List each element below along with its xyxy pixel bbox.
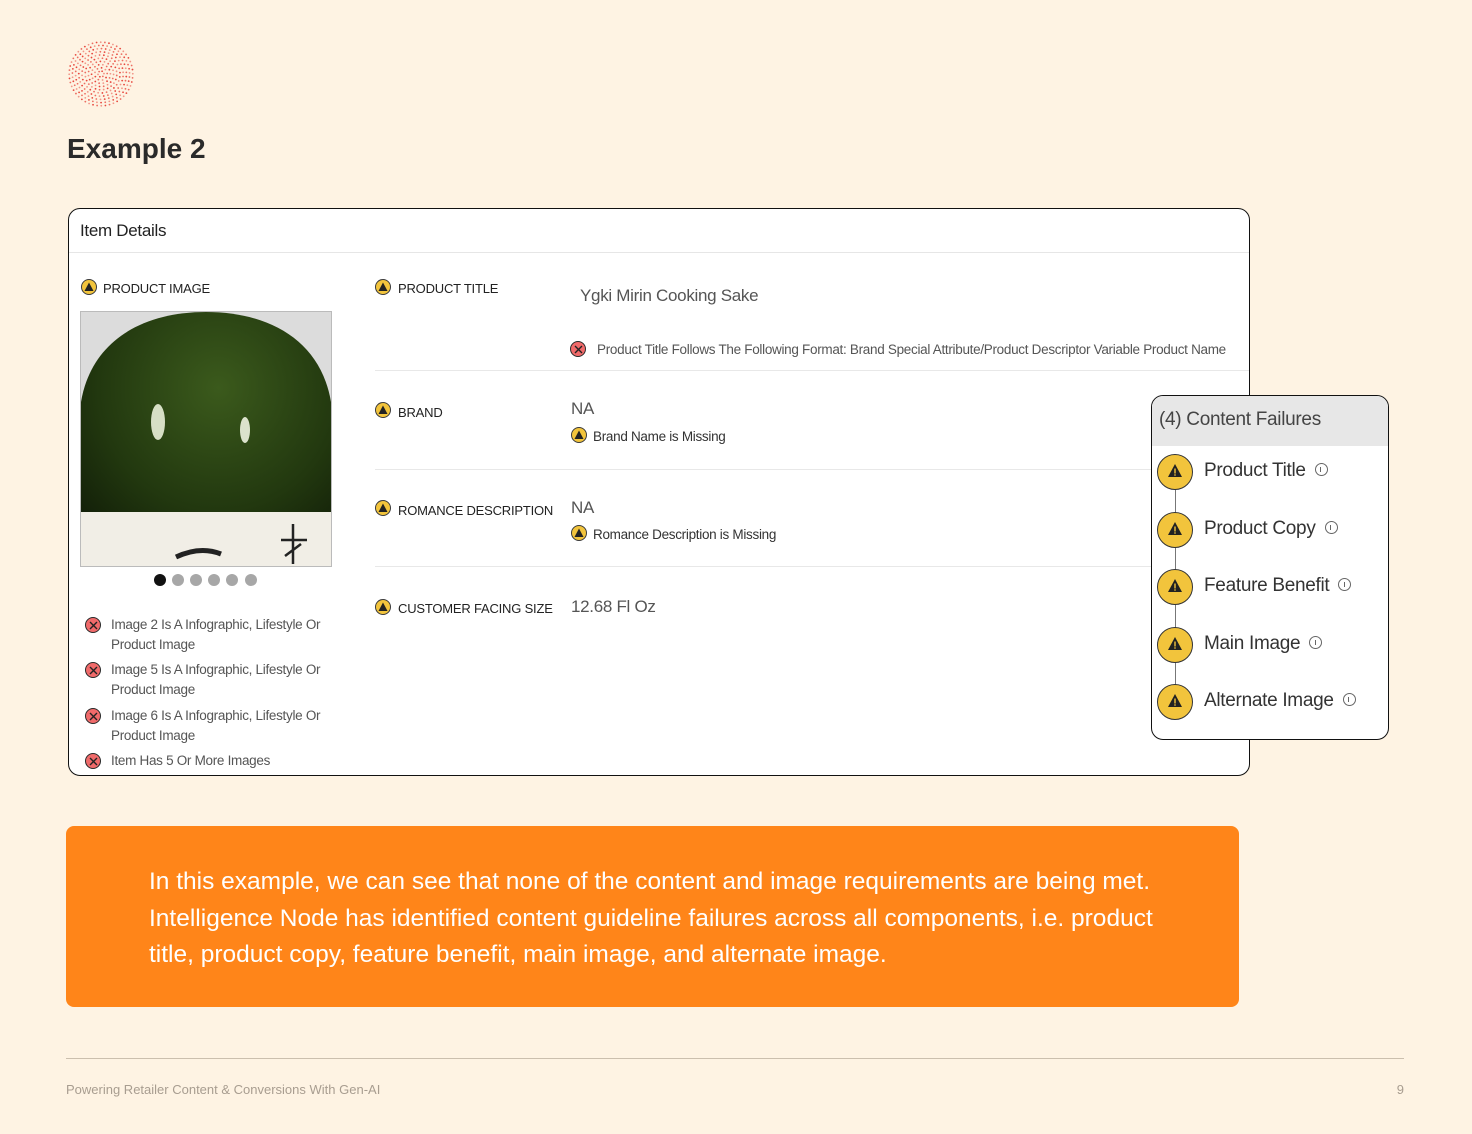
carousel-dot[interactable]	[154, 574, 166, 586]
warning-icon	[1157, 627, 1193, 663]
content-failures-title: (4) Content Failures	[1159, 409, 1321, 430]
product-image-label: PRODUCT IMAGE	[103, 281, 210, 296]
content-failures-header	[1152, 396, 1388, 446]
size-label: CUSTOMER FACING SIZE	[398, 601, 553, 616]
warning-icon	[81, 279, 97, 295]
content-failures-panel	[1151, 395, 1389, 740]
failure-item[interactable]	[1157, 454, 1385, 492]
image-error-item: Image 5 Is A Infographic, Lifestyle Or Product Image	[111, 662, 321, 697]
info-icon[interactable]	[1343, 693, 1356, 706]
failure-label: Feature Benefit	[1204, 575, 1330, 596]
warning-icon	[1157, 512, 1193, 548]
product-image[interactable]	[80, 311, 332, 567]
error-icon	[85, 708, 101, 724]
warning-icon	[571, 427, 587, 443]
carousel-dot[interactable]	[226, 574, 238, 586]
romance-label: ROMANCE DESCRIPTION	[398, 503, 554, 518]
carousel-dot[interactable]	[190, 574, 202, 586]
divider	[375, 370, 1249, 371]
sake-bottle-image	[81, 312, 331, 566]
warning-icon	[375, 402, 391, 418]
card-title: Item Details	[80, 221, 167, 240]
company-logo	[66, 40, 136, 108]
info-icon[interactable]	[1315, 463, 1328, 476]
footer-divider	[66, 1058, 1404, 1059]
image-error-item: Image 2 Is A Infographic, Lifestyle Or Product Image	[111, 617, 321, 652]
brand-warning: Brand Name is Missing	[593, 429, 726, 444]
failure-item[interactable]	[1157, 627, 1385, 665]
warning-icon	[1157, 684, 1193, 720]
failure-label: Alternate Image	[1204, 690, 1334, 711]
info-icon[interactable]	[1325, 521, 1338, 534]
error-icon	[85, 753, 101, 769]
error-icon	[570, 341, 586, 357]
slide-title: Example 2	[67, 133, 206, 164]
divider	[375, 566, 1249, 567]
carousel-dot[interactable]	[172, 574, 184, 586]
romance-warning: Romance Description is Missing	[593, 527, 777, 542]
summary-banner	[66, 826, 1239, 1007]
brand-value: NA	[571, 399, 595, 418]
info-icon[interactable]	[1309, 636, 1322, 649]
failure-label: Main Image	[1204, 633, 1301, 654]
summary-text: In this example, we can see that none of the content and image requirements are being met. Intelligence Node has identified content guideline failures across all components, i.e. product title, product copy, feature benefit, main image, and alternate image.	[149, 868, 1153, 968]
error-icon	[85, 617, 101, 633]
footer-text: Powering Retailer Content & Conversions With Gen-AI	[66, 1082, 381, 1097]
error-icon	[85, 662, 101, 678]
failure-item[interactable]	[1157, 569, 1385, 607]
product-title-error: Product Title Follows The Following Format: Brand Special Attribute/Product Descriptor Variable Product Name	[597, 342, 1226, 357]
divider	[375, 469, 1249, 470]
warning-icon	[1157, 569, 1193, 605]
page-number: 9	[1396, 1082, 1404, 1097]
failure-item[interactable]	[1157, 684, 1385, 722]
warning-icon	[375, 599, 391, 615]
item-details-card	[68, 208, 1250, 776]
romance-value: NA	[571, 498, 595, 517]
image-error-item: Image 6 Is A Infographic, Lifestyle Or Product Image	[111, 708, 321, 743]
brand-label: BRAND	[398, 405, 443, 420]
carousel-dot[interactable]	[208, 574, 220, 586]
failure-label: Product Title	[1204, 460, 1306, 481]
product-title-value: Ygki Mirin Cooking Sake	[580, 286, 759, 305]
warning-icon	[375, 500, 391, 516]
product-title-label: PRODUCT TITLE	[398, 281, 499, 296]
image-error-item: Item Has 5 Or More Images	[111, 753, 271, 768]
warning-icon	[571, 525, 587, 541]
warning-icon	[1157, 454, 1193, 490]
info-icon[interactable]	[1338, 578, 1351, 591]
warning-icon	[375, 279, 391, 295]
failure-item[interactable]	[1157, 512, 1385, 550]
card-header	[69, 209, 1249, 253]
carousel-dot[interactable]	[245, 574, 257, 586]
size-value: 12.68 Fl Oz	[571, 597, 656, 616]
failure-label: Product Copy	[1204, 518, 1316, 539]
